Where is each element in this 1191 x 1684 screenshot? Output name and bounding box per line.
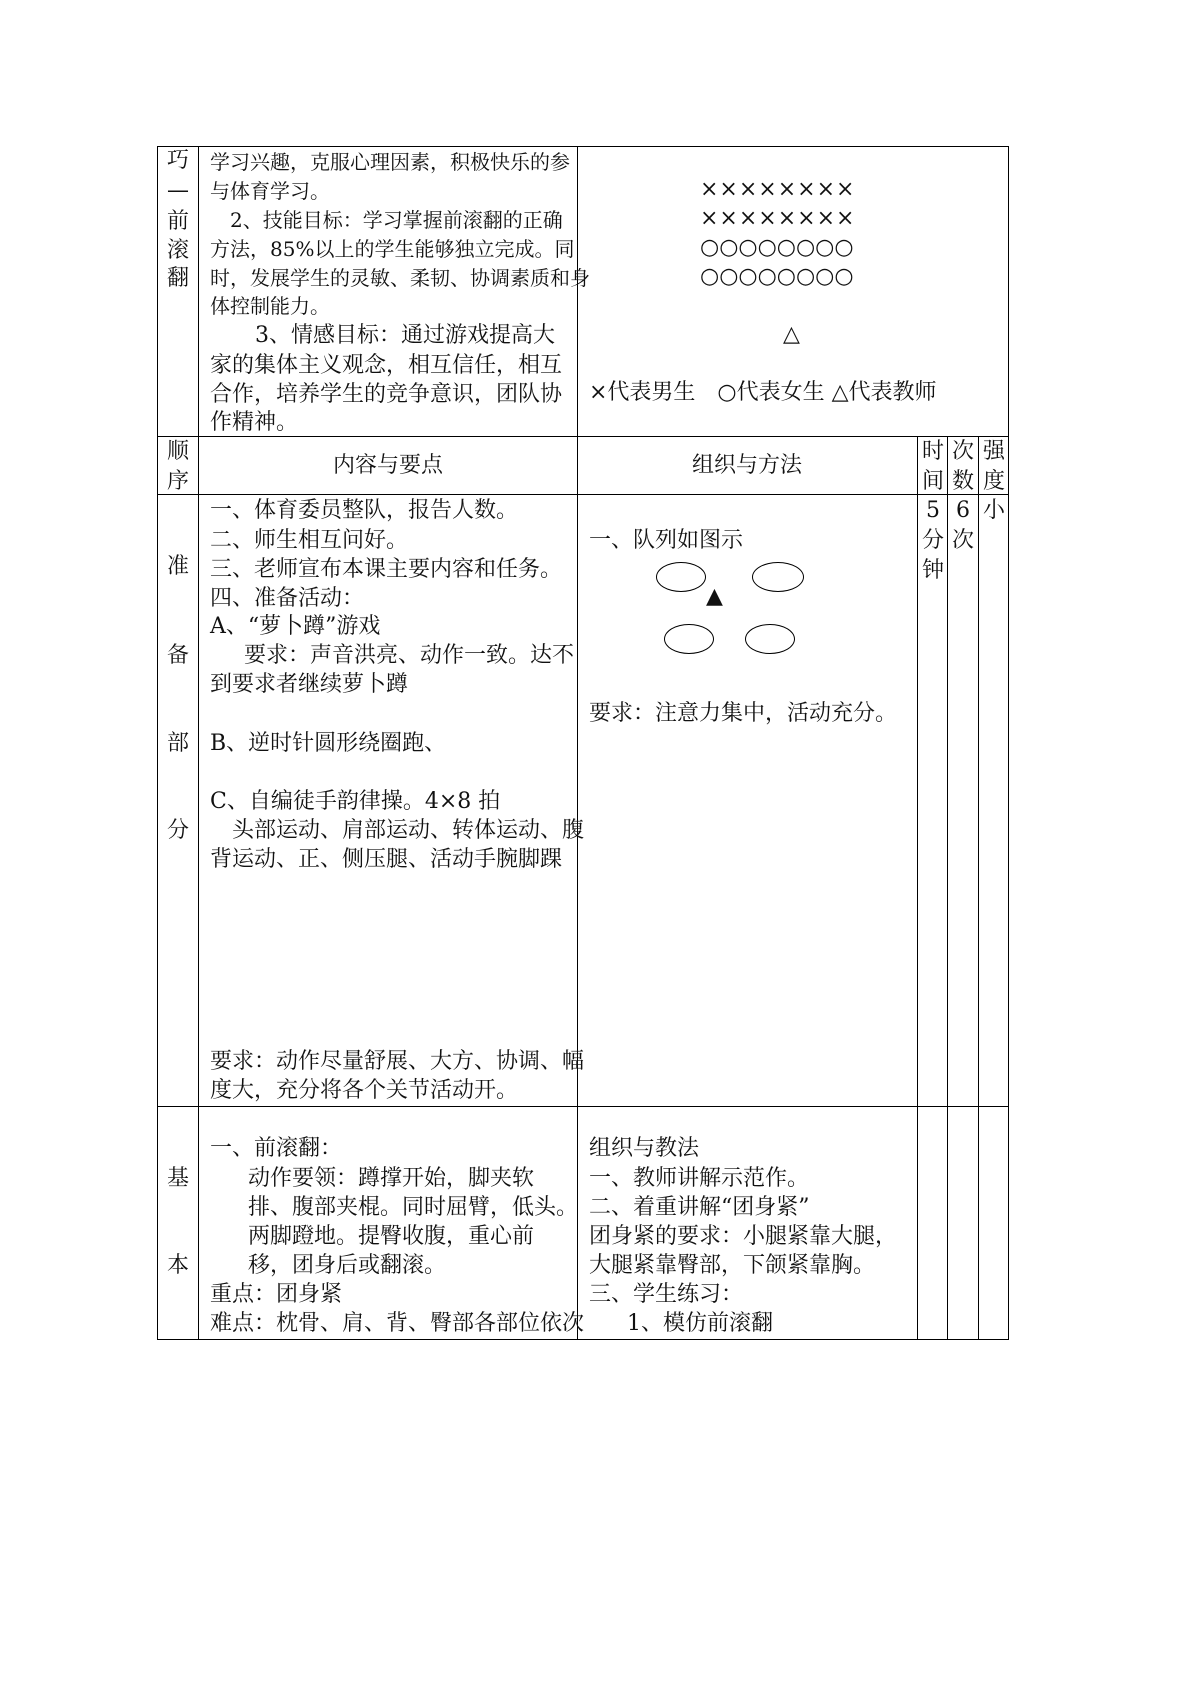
table-border-left: [157, 146, 158, 1340]
header-order: 顺 序: [167, 439, 190, 494]
formation-legend: ×代表男生 ○代表女生 △代表教师: [589, 380, 937, 405]
prep-content-line: 三、老师宣布本课主要内容和任务。: [210, 557, 563, 582]
basic-content-line: 移，团身后或翻滚。: [248, 1253, 447, 1278]
header-time: 时 间: [922, 439, 945, 494]
table-divider-col3: [917, 436, 918, 1340]
header-char: 巧: [167, 148, 190, 173]
basic-org-line: 团身紧的要求：小腿紧靠大腿，: [589, 1224, 898, 1249]
table-divider-col4: [947, 436, 948, 1340]
prep-content-line: C、自编徒手韵律操。4×8 拍: [210, 789, 501, 814]
objective-line: 家的集体主义观念，相互信任，相互: [210, 353, 563, 378]
basic-content-line: 难点：枕骨、肩、背、臀部各部位依次: [210, 1311, 585, 1336]
objective-line: 时，发展学生的灵敏、柔韧、协调素质和身: [210, 266, 590, 290]
prep-label-char: 部: [167, 731, 190, 756]
prep-content-line: 二、师生相互问好。: [210, 528, 409, 553]
header-char: 翻: [167, 266, 190, 291]
header-organization: 组织与方法: [692, 453, 803, 478]
header-char: 滚: [167, 238, 190, 263]
formation-row-girls: ○○○○○○○○: [700, 264, 854, 289]
basic-org-line: 组织与教法: [589, 1136, 700, 1161]
table-divider-col1: [198, 146, 199, 1340]
basic-content-line: 两脚蹬地。提臀收腹，重心前: [248, 1224, 535, 1249]
basic-org-line: 三、学生练习：: [589, 1282, 744, 1307]
prep-content-line: A、“萝卜蹲”游戏: [210, 614, 381, 639]
table-divider-header-top: [157, 436, 1009, 437]
prep-content-line: 四、准备活动：: [210, 586, 365, 611]
prep-content-line: B、逆时针圆形绕圈跑、: [210, 731, 447, 756]
formation-row-girls: ○○○○○○○○: [700, 235, 854, 260]
objective-line: 作精神。: [210, 410, 299, 435]
group-ellipse: [752, 562, 804, 592]
objective-line: 学习兴趣，克服心理因素，积极快乐的参: [210, 150, 570, 174]
basic-org-line: 大腿紧靠臀部，下颌紧靠胸。: [589, 1253, 876, 1278]
prep-content-line: 背运动、正、侧压腿、活动手腕脚踝: [210, 847, 563, 872]
prep-label-char: 备: [167, 643, 190, 668]
group-ellipse: [664, 624, 714, 654]
teacher-solid-triangle-icon: ▲: [706, 584, 723, 609]
basic-org-line: 二、着重讲解“团身紧”: [589, 1195, 810, 1220]
header-count: 次 数: [952, 439, 975, 494]
objective-line: 3、情感目标：通过游戏提高大: [255, 323, 555, 348]
objective-line: 方法，85%以上的学生能够独立完成。同: [210, 237, 575, 261]
table-divider-col2: [577, 146, 578, 1340]
basic-label-char: 基: [167, 1166, 190, 1191]
table-border-top: [157, 146, 1009, 147]
header-intensity: 强 度: [983, 439, 1006, 494]
prep-intensity: 小: [983, 498, 1006, 523]
objective-line: 合作，培养学生的竞争意识，团队协: [210, 382, 563, 407]
basic-content-line: 动作要领：蹲撑开始，脚夹软: [248, 1166, 535, 1191]
prep-org-title: 一、队列如图示: [589, 528, 744, 553]
prep-content-line: 要求：动作尽量舒展、大方、协调、幅: [210, 1049, 585, 1074]
header-char: 前: [167, 209, 190, 234]
prep-content-line: 一、体育委员整队，报告人数。: [210, 498, 519, 523]
formation-row-boys: ××××××××: [700, 177, 856, 202]
prep-label-char: 分: [167, 818, 190, 843]
basic-org-line: 1、模仿前滚翻: [627, 1311, 773, 1336]
prep-content-line: 到要求者继续萝卜蹲: [210, 672, 409, 697]
prep-content-line: 要求：声音洪亮、动作一致。达不: [244, 643, 575, 668]
objective-line: 体控制能力。: [210, 294, 330, 318]
prep-org-requirement: 要求：注意力集中，活动充分。: [589, 701, 898, 726]
group-ellipse: [745, 624, 795, 654]
group-ellipse: [656, 562, 706, 592]
basic-org-line: 一、教师讲解示范作。: [589, 1166, 810, 1191]
header-content: 内容与要点: [333, 453, 444, 478]
basic-content-line: 重点：团身紧: [210, 1282, 343, 1307]
table-border-right: [1008, 146, 1009, 1340]
prep-content-line: 头部运动、肩部运动、转体运动、腹: [232, 818, 585, 843]
basic-content-line: 排、腹部夹棍。同时屈臂，低头。: [248, 1195, 579, 1220]
prep-time: 5 分 钟: [922, 498, 945, 583]
objective-line: 2、技能目标：学习掌握前滚翻的正确: [230, 208, 563, 232]
prep-label-char: 准: [167, 554, 190, 579]
basic-label-char: 本: [167, 1253, 190, 1278]
table-divider-header-bottom: [157, 494, 1009, 495]
formation-row-boys: ××××××××: [700, 206, 856, 231]
prep-count: 6 次: [952, 498, 975, 553]
prep-content-line: 度大，充分将各个关节活动开。: [210, 1078, 519, 1103]
objective-line: 与体育学习。: [210, 179, 330, 203]
teacher-triangle-icon: △: [783, 322, 800, 347]
header-char: —: [167, 178, 189, 203]
table-divider-basic-top: [157, 1106, 1009, 1107]
table-border-bottom: [157, 1339, 1009, 1340]
basic-content-line: 一、前滚翻：: [210, 1136, 343, 1161]
table-divider-col5: [978, 436, 979, 1340]
